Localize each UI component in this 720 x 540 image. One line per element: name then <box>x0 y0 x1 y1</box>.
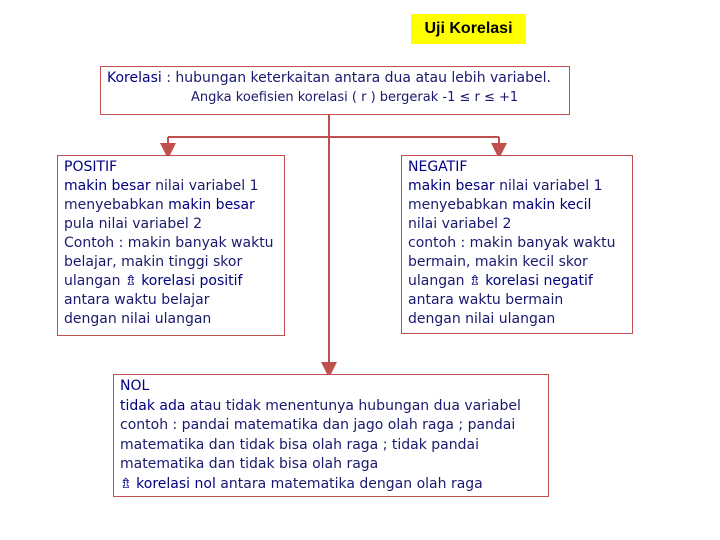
positif-emphasis: makin besar <box>168 197 255 213</box>
nol-text: atau tidak menentunya hubungan dua variabel <box>185 397 521 414</box>
positif-emphasis: makin besar <box>64 178 151 194</box>
negatif-text: bermain, makin kecil skor <box>408 254 588 270</box>
nol-heading: NOL <box>120 378 150 394</box>
negatif-text: menyebabkan <box>408 197 513 213</box>
positif-text: nilai variabel 1 <box>150 178 259 194</box>
positif-text: antara waktu belajar <box>64 292 210 308</box>
nol-text: antara matematika dengan olah raga <box>215 475 483 492</box>
negatif-emphasis: makin besar <box>408 178 495 194</box>
negatif-text: nilai variabel 2 <box>408 216 512 232</box>
negatif-text: nilai variabel 1 <box>494 178 603 194</box>
negatif-emphasis: makin kecil <box>512 197 592 213</box>
nol-text: matematika dan tidak bisa olah raga ; tidak pandai <box>120 436 479 453</box>
negatif-text: dengan nilai ulangan <box>408 311 556 327</box>
negatif-text: ulangan <box>408 273 470 289</box>
positif-text: belajar, makin tinggi skor <box>64 254 243 270</box>
nol-emphasis: tidak ada <box>120 397 186 414</box>
positif-text: menyebabkan <box>64 197 169 213</box>
nol-conclusion: ⇯ korelasi nol <box>120 475 216 492</box>
positif-text: ulangan <box>64 273 126 289</box>
negatif-text: antara waktu bermain <box>408 292 564 308</box>
definition-term: Korelasi <box>107 70 162 86</box>
positif-conclusion: ⇯ korelasi positif <box>125 273 243 289</box>
nol-text: contoh : pandai matematika dan jago olah raga ; pandai <box>120 417 516 433</box>
definition-range: Angka koefisien korelasi ( r ) bergerak -1 ≤ r ≤ +1 <box>191 90 519 105</box>
positif-text: Contoh : makin banyak waktu <box>64 235 274 251</box>
positif-text: dengan nilai ulangan <box>64 311 212 327</box>
positif-text: pula nilai variabel 2 <box>64 216 203 232</box>
negatif-heading: NEGATIF <box>408 159 468 175</box>
negatif-text: contoh : makin banyak waktu <box>408 235 616 251</box>
negatif-box <box>401 155 633 334</box>
diagram-title: Uji Korelasi <box>411 14 526 44</box>
positif-heading: POSITIF <box>64 159 118 175</box>
definition-box <box>100 66 570 115</box>
negatif-conclusion: ⇯ korelasi negatif <box>469 273 593 289</box>
positif-box <box>57 155 285 336</box>
nol-box <box>113 374 549 497</box>
definition-text: : hubungan keterkaitan antara dua atau lebih variabel. <box>161 70 551 86</box>
nol-text: matematika dan tidak bisa olah raga <box>120 456 379 472</box>
